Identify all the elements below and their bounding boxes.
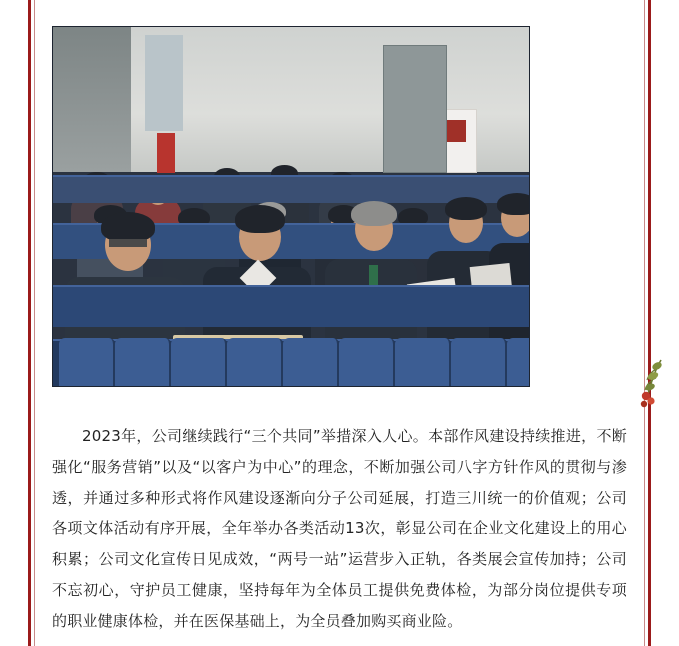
photo-seat bbox=[283, 338, 339, 386]
photo-person-hair bbox=[351, 201, 397, 226]
photo-person-hair bbox=[445, 197, 487, 220]
left-border-rule-inner bbox=[34, 0, 35, 646]
photo-person-hair bbox=[235, 205, 285, 233]
photo-seat bbox=[339, 338, 395, 386]
photo-banner-red-accent bbox=[157, 133, 175, 173]
conference-audience-photo bbox=[52, 26, 530, 387]
photo-seat-row bbox=[52, 285, 530, 327]
left-border-rule bbox=[28, 0, 31, 646]
photo-seat bbox=[395, 338, 451, 386]
photo-glasses bbox=[109, 239, 147, 247]
photo-person-hair bbox=[497, 193, 530, 215]
photo-seat bbox=[171, 338, 227, 386]
photo-seat bbox=[451, 338, 507, 386]
right-border-rule bbox=[648, 0, 651, 646]
photo-seat bbox=[59, 338, 115, 386]
photo-seat bbox=[115, 338, 171, 386]
photo-banner bbox=[145, 35, 183, 131]
document-content bbox=[52, 0, 627, 646]
berry-sprig-ornament bbox=[635, 358, 669, 410]
body-paragraph: 2023年，公司继续践行“三个共同”举措深入人心。本部作风建设持续推进，不断强化“服务营销”以及“以客户为中心”的理念，不断加强公司八字方针作风的贯彻与渗透，并通过多种形式将作风建设逐渐向分子公司延展，打造三川统一的价值观；公司各项文体活动有序开展，全年举办各类活动13次，彰显公司在企业文化建设上的用心积累；公司文化宣传日见成效，“两号一站”运营步入正轨，各类展会宣传加持；公司不忘初心，守护员工健康，坚持每年为全体员工提供免费体检，为部分岗位提供专项的职业健康体检，并在医保基础上，为全员叠加购买商业险。 bbox=[52, 427, 627, 630]
right-border-rule-inner bbox=[644, 0, 645, 646]
photo-seat bbox=[227, 338, 283, 386]
photo-door bbox=[383, 45, 447, 173]
photo-wall-left-shadow bbox=[53, 27, 131, 172]
photo-person-hair bbox=[101, 212, 155, 242]
photo-seat bbox=[507, 338, 530, 386]
